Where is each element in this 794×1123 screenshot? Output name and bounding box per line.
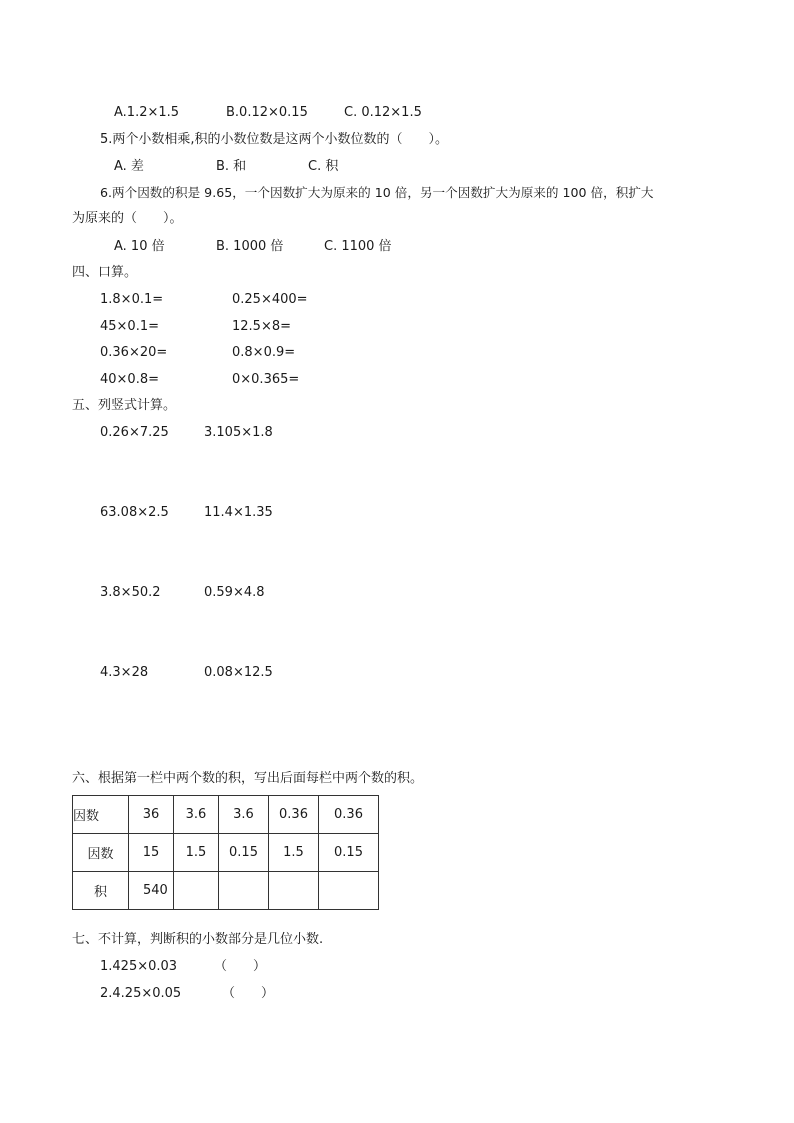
table-cell: 0.36 bbox=[269, 796, 319, 834]
table-cell: 36 bbox=[129, 796, 174, 834]
oral-calc-3b: 0.8×0.9= bbox=[232, 345, 296, 360]
q6-option-c: C. 1100 倍 bbox=[324, 239, 392, 254]
product-table bbox=[72, 795, 379, 910]
table-cell: 540 bbox=[129, 872, 174, 910]
section5-title: 五、列竖式计算。 bbox=[72, 398, 177, 413]
table-row bbox=[73, 872, 379, 910]
table-cell: 0.36 bbox=[319, 796, 379, 834]
q6-stem-line1: 6.两个因数的积是 9.65，一个因数扩大为原来的 10 倍，另一个因数扩大为原来的 100 倍，积扩大 bbox=[100, 185, 654, 200]
table-cell: 3.6 bbox=[219, 796, 269, 834]
section7-title: 七、不计算，判断积的小数部分是几位小数. bbox=[72, 932, 324, 947]
q5-option-a: A. 差 bbox=[114, 159, 144, 174]
q5-options bbox=[114, 158, 338, 176]
answer-cell[interactable] bbox=[219, 872, 269, 910]
judge-item-1-blank[interactable]: （ ） bbox=[214, 959, 267, 974]
q6-stem-line2: 为原来的（ ）。 bbox=[72, 211, 183, 226]
table-row bbox=[73, 796, 379, 834]
table-cell: 0.15 bbox=[219, 834, 269, 872]
vertical-calc-3a: 3.8×50.2 bbox=[100, 585, 161, 600]
oral-calc-2b: 12.5×8= bbox=[232, 319, 292, 334]
answer-cell[interactable] bbox=[174, 872, 219, 910]
q6-option-a: A. 10 倍 bbox=[114, 239, 165, 254]
q5-option-c: C. 积 bbox=[308, 159, 339, 174]
q4-options bbox=[114, 104, 422, 122]
judge-item-1-expr: 1.425×0.03 bbox=[100, 959, 178, 974]
table-cell: 1.5 bbox=[269, 834, 319, 872]
oral-calc-2a: 45×0.1= bbox=[100, 319, 160, 334]
table-cell: 0.15 bbox=[319, 834, 379, 872]
q4-option-c: C. 0.12×1.5 bbox=[344, 105, 422, 120]
section4-title: 四、口算。 bbox=[72, 265, 138, 280]
judge-item-2-expr: 2.4.25×0.05 bbox=[100, 986, 182, 1001]
vertical-calc-4b: 0.08×12.5 bbox=[204, 665, 273, 680]
row-label-factor2: 因数 bbox=[73, 834, 129, 872]
row-label-factor1: 因数 bbox=[73, 796, 129, 834]
vertical-calc-3b: 0.59×4.8 bbox=[204, 585, 265, 600]
q4-option-a: A.1.2×1.5 bbox=[114, 105, 180, 120]
q5-stem: 5.两个小数相乘,积的小数位数是这两个小数位数的（ ）。 bbox=[100, 132, 449, 147]
q5-option-b: B. 和 bbox=[216, 159, 247, 174]
answer-cell[interactable] bbox=[269, 872, 319, 910]
answer-cell[interactable] bbox=[319, 872, 379, 910]
judge-item-2-blank[interactable]: （ ） bbox=[222, 986, 275, 1001]
table-cell: 3.6 bbox=[174, 796, 219, 834]
oral-calc-3a: 0.36×20= bbox=[100, 345, 168, 360]
oral-calc-1b: 0.25×400= bbox=[232, 292, 308, 307]
section6-title: 六、根据第一栏中两个数的积，写出后面每栏中两个数的积。 bbox=[72, 771, 424, 786]
q6-option-b: B. 1000 倍 bbox=[216, 239, 284, 254]
oral-calc-1a: 1.8×0.1= bbox=[100, 292, 164, 307]
oral-calc-4b: 0×0.365= bbox=[232, 372, 300, 387]
q4-option-b: B.0.12×0.15 bbox=[226, 105, 308, 120]
table-row bbox=[73, 834, 379, 872]
vertical-calc-1b: 3.105×1.8 bbox=[204, 425, 273, 440]
row-label-product: 积 bbox=[73, 872, 129, 910]
table-cell: 1.5 bbox=[174, 834, 219, 872]
vertical-calc-1a: 0.26×7.25 bbox=[100, 425, 169, 440]
vertical-calc-2b: 11.4×1.35 bbox=[204, 505, 273, 520]
q6-options bbox=[114, 238, 392, 256]
vertical-calc-4a: 4.3×28 bbox=[100, 665, 149, 680]
vertical-calc-2a: 63.08×2.5 bbox=[100, 505, 169, 520]
oral-calc-4a: 40×0.8= bbox=[100, 372, 160, 387]
table-cell: 15 bbox=[129, 834, 174, 872]
